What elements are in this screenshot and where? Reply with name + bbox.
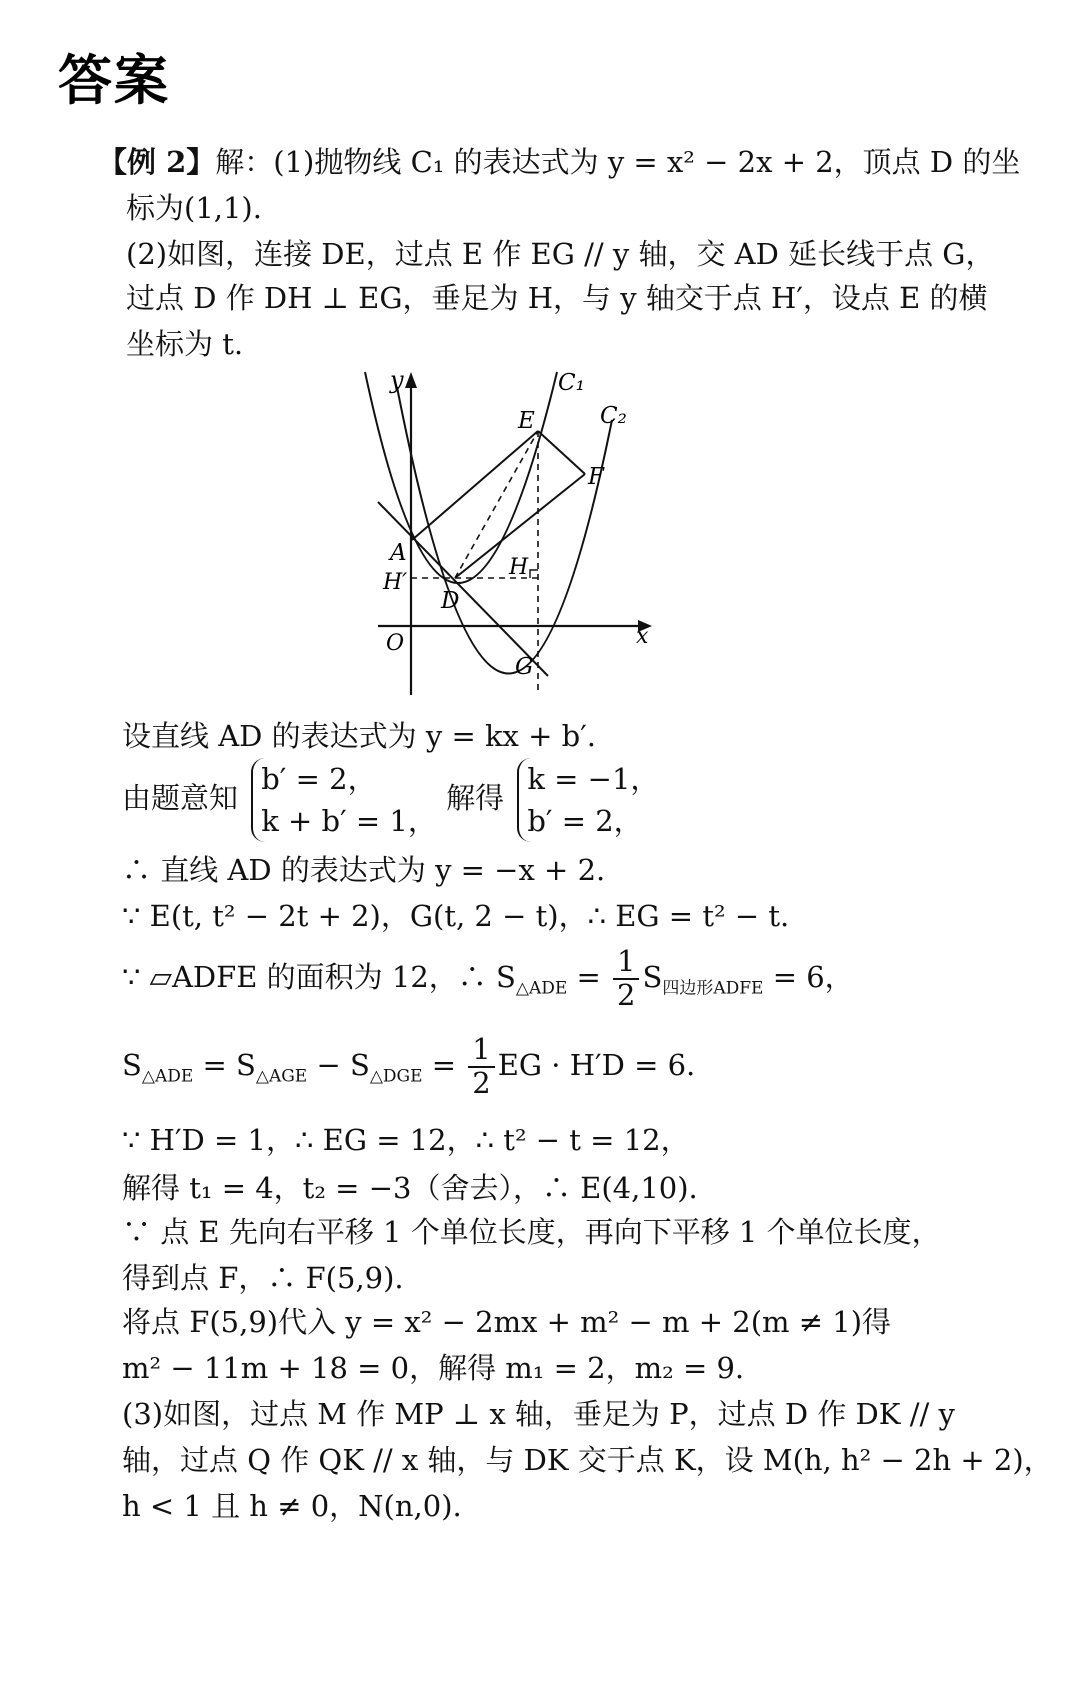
fraction-half: $\frac{1}{2}$ bbox=[613, 946, 639, 1012]
label-h: H bbox=[509, 555, 529, 580]
solution-line-eg: ∵ E(t, t² − 2t + 2)，G(t, 2 − t)，∴ EG = t² − t. bbox=[122, 899, 790, 933]
solution-line-shift2: 得到点 F，∴ F(5,9). bbox=[122, 1261, 404, 1295]
segment-ef bbox=[538, 431, 585, 474]
solution-line-2: 标为(1,1). bbox=[126, 191, 262, 225]
label-y: y bbox=[390, 366, 404, 394]
equation-systems: 由题意知 b′ = 2， k + b′ = 1， 解得 k = −1， b′ = 2， bbox=[122, 758, 659, 842]
page-title: 答案 bbox=[58, 49, 170, 112]
example-tag: 【例 2】 bbox=[98, 145, 216, 179]
label-hp: H′ bbox=[383, 570, 408, 595]
solution-line-tsol: 解得 t₁ = 4，t₂ = −3（舍去），∴ E(4,10). bbox=[122, 1171, 698, 1205]
solution-line-hd: ∵ H′D = 1，∴ EG = 12，∴ t² − t = 12， bbox=[122, 1123, 690, 1157]
label-f: F bbox=[588, 464, 604, 490]
solution-line-3: (2)如图，连接 DE，过点 E 作 EG // y 轴，交 AD 延长线于点 G， bbox=[126, 237, 995, 271]
solution-line-shift1: ∵ 点 E 先向右平移 1 个单位长度，再向下平移 1 个单位长度， bbox=[122, 1215, 941, 1249]
area-equation-2: $S_{\triangle ADE} = S_{\triangle AGE} - S_{\triangle DGE}$ = $\frac{1}{2}$ EG · H′D = 6. bbox=[122, 1032, 696, 1100]
right-angle-mark bbox=[530, 570, 538, 578]
solution-line-setad: 设直线 AD 的表达式为 y = kx + b′. bbox=[122, 719, 596, 753]
solution-line-p3a: (3)如图，过点 M 作 MP ⊥ x 轴，垂足为 P，过点 D 作 DK // y bbox=[122, 1397, 955, 1431]
equation-system-2: k = −1， b′ = 2， bbox=[517, 758, 659, 842]
equation-system-1: b′ = 2， k + b′ = 1， bbox=[251, 758, 437, 842]
label-o: O bbox=[386, 631, 405, 656]
label-g: G bbox=[515, 654, 534, 680]
label-x: x bbox=[636, 624, 649, 649]
y-axis-arrow bbox=[405, 372, 417, 388]
solution-line-1: 【例 2】解：(1)抛物线 C₁ 的表达式为 y = x² − 2x + 2，顶点 D 的坐 bbox=[98, 145, 1021, 179]
label-e: E bbox=[518, 408, 535, 434]
label-d: D bbox=[441, 588, 460, 614]
solution-line-sub1: 将点 F(5,9)代入 y = x² − 2mx + m² − m + 2(m ≠ 1)得 bbox=[122, 1305, 892, 1339]
label-c2: C₂ bbox=[600, 403, 627, 429]
segment-ae bbox=[412, 431, 538, 540]
solution-line-ad: ∴ 直线 AD 的表达式为 y = −x + 2. bbox=[122, 853, 606, 887]
solution-line-p3b: 轴，过点 Q 作 QK // x 轴，与 DK 交于点 K，设 M(h, h² − 2h + 2)， bbox=[122, 1443, 1053, 1477]
solution-line-4: 过点 D 作 DH ⊥ EG，垂足为 H，与 y 轴交于点 H′，设点 E 的横 bbox=[126, 281, 988, 315]
solution-line-p3c: h < 1 且 h ≠ 0，N(n,0). bbox=[122, 1489, 462, 1523]
geometry-figure bbox=[355, 360, 685, 705]
solution-line-5: 坐标为 t. bbox=[126, 327, 244, 361]
label-c1: C₁ bbox=[558, 370, 585, 396]
fraction-half-2: $\frac{1}{2}$ bbox=[468, 1034, 494, 1100]
solution-line-sub2: m² − 11m + 18 = 0，解得 m₁ = 2，m₂ = 9. bbox=[122, 1351, 745, 1385]
label-a: A bbox=[390, 540, 407, 566]
area-equation-1: ∵ ▱ADFE 的面积为 12，∴ $S_{\triangle ADE}$ = $\frac{1}{2}$ $S_{四边形ADFE} = 6$， bbox=[122, 944, 854, 1012]
